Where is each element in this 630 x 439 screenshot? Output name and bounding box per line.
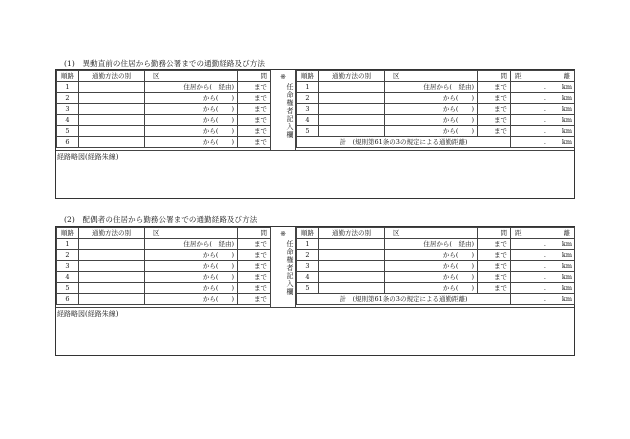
note-mark: ※	[280, 230, 286, 238]
method-cell[interactable]	[79, 126, 145, 137]
header-method: 通勤方法の別	[319, 71, 385, 82]
distance-cell[interactable]	[511, 115, 575, 126]
distance-unit: km	[561, 294, 572, 303]
row-no: 4	[297, 272, 319, 283]
header-section-left: 区	[145, 71, 238, 82]
to-cell: まで	[478, 93, 511, 104]
section-2-left-table	[56, 227, 271, 305]
row-no: 1	[297, 82, 319, 93]
to-cell: まで	[478, 272, 511, 283]
method-cell[interactable]	[79, 82, 145, 93]
row-no: 4	[57, 115, 79, 126]
row-no: 2	[57, 250, 79, 261]
header-section-left: 区	[385, 228, 478, 239]
from-cell[interactable]: 住居から( 経由)	[385, 239, 478, 250]
row-no: 5	[57, 283, 79, 294]
method-cell[interactable]	[79, 283, 145, 294]
total-distance-cell[interactable]	[511, 294, 575, 305]
table-row	[297, 261, 575, 272]
total-label: 計 (規則第61条の3の規定による通勤距離)	[297, 137, 511, 148]
method-cell[interactable]	[79, 115, 145, 126]
row-no: 3	[57, 261, 79, 272]
distance-dot: .	[543, 272, 546, 281]
total-distance-cell[interactable]	[511, 137, 575, 148]
table-row	[57, 104, 271, 115]
to-cell: まで	[238, 93, 271, 104]
header-distance-left: 距	[515, 71, 522, 80]
header-method: 通勤方法の別	[319, 228, 385, 239]
method-cell[interactable]	[319, 261, 385, 272]
distance-unit: km	[561, 261, 572, 270]
to-cell: まで	[478, 126, 511, 137]
distance-cell[interactable]	[511, 272, 575, 283]
header-distance-left: 距	[515, 228, 522, 237]
from-cell[interactable]: から( )	[385, 104, 478, 115]
row-no: 5	[57, 126, 79, 137]
distance-unit: km	[561, 93, 572, 102]
from-cell[interactable]: から( )	[145, 294, 238, 305]
distance-dot: .	[543, 239, 546, 248]
method-cell[interactable]	[79, 137, 145, 148]
route-sketch-area[interactable]	[56, 150, 574, 199]
table-row	[57, 137, 271, 148]
distance-unit: km	[561, 239, 572, 248]
distance-cell[interactable]	[511, 239, 575, 250]
left-header-row	[57, 71, 271, 82]
row-no: 2	[57, 93, 79, 104]
method-cell[interactable]	[79, 294, 145, 305]
distance-dot: .	[543, 283, 546, 292]
distance-cell[interactable]	[511, 104, 575, 115]
distance-dot: .	[543, 93, 546, 102]
distance-unit: km	[561, 283, 572, 292]
header-no: 順路	[57, 228, 79, 239]
to-cell: まで	[238, 104, 271, 115]
row-no: 6	[57, 137, 79, 148]
table-row	[57, 115, 271, 126]
row-no: 5	[297, 283, 319, 294]
to-cell: まで	[478, 261, 511, 272]
section-1-left-table	[56, 70, 271, 148]
to-cell: まで	[238, 137, 271, 148]
from-cell[interactable]: 住居から( 経由)	[385, 82, 478, 93]
distance-cell[interactable]	[511, 93, 575, 104]
route-sketch-area[interactable]	[56, 307, 574, 356]
table-row	[297, 104, 575, 115]
table-row	[57, 272, 271, 283]
distance-cell[interactable]	[511, 250, 575, 261]
row-no: 5	[297, 126, 319, 137]
from-cell[interactable]: 住居から( 経由)	[145, 239, 238, 250]
to-cell: まで	[478, 82, 511, 93]
note-mark: ※	[280, 73, 286, 81]
to-cell: まで	[478, 283, 511, 294]
distance-unit: km	[561, 104, 572, 113]
distance-unit: km	[561, 272, 572, 281]
table-row	[57, 261, 271, 272]
method-cell[interactable]	[79, 261, 145, 272]
row-no: 3	[297, 261, 319, 272]
method-cell[interactable]	[79, 93, 145, 104]
distance-unit: km	[561, 82, 572, 91]
row-no: 4	[297, 115, 319, 126]
section-2-grid	[56, 227, 574, 307]
from-cell[interactable]: から( )	[385, 93, 478, 104]
header-section-left: 区	[145, 228, 238, 239]
header-no: 順路	[297, 228, 319, 239]
method-cell[interactable]	[79, 239, 145, 250]
to-cell: まで	[238, 115, 271, 126]
distance-unit: km	[561, 250, 572, 259]
distance-dot: .	[543, 294, 546, 303]
table-row	[297, 82, 575, 93]
header-method: 通勤方法の別	[79, 71, 145, 82]
total-row	[297, 294, 575, 305]
from-cell[interactable]: から( )	[145, 137, 238, 148]
distance-cell[interactable]	[511, 126, 575, 137]
right-header-row	[297, 228, 575, 239]
section-1-right-table	[296, 70, 575, 148]
distance-dot: .	[543, 126, 546, 135]
row-no: 2	[297, 250, 319, 261]
right-header-row	[297, 71, 575, 82]
table-row	[297, 126, 575, 137]
method-cell[interactable]	[319, 283, 385, 294]
method-cell[interactable]	[319, 250, 385, 261]
header-distance-right: 離	[563, 71, 570, 80]
to-cell: まで	[238, 294, 271, 305]
header-no: 順路	[57, 71, 79, 82]
method-cell[interactable]	[79, 272, 145, 283]
from-cell[interactable]: から( )	[385, 272, 478, 283]
header-distance	[511, 228, 575, 239]
from-cell[interactable]: から( )	[145, 283, 238, 294]
to-cell: まで	[238, 126, 271, 137]
table-row	[297, 239, 575, 250]
distance-cell[interactable]	[511, 261, 575, 272]
method-cell[interactable]	[79, 250, 145, 261]
to-cell: まで	[478, 115, 511, 126]
method-cell[interactable]	[319, 104, 385, 115]
row-no: 4	[57, 272, 79, 283]
header-distance	[511, 71, 575, 82]
table-row	[57, 239, 271, 250]
section-1-form	[55, 69, 575, 199]
route-sketch-label: 経路略図(経路朱線)	[57, 310, 119, 318]
to-cell: まで	[478, 250, 511, 261]
distance-unit: km	[561, 126, 572, 135]
appointer-note-column	[270, 70, 296, 150]
to-cell: まで	[238, 82, 271, 93]
note-text: 任命権者記入欄	[286, 83, 294, 139]
table-row	[297, 272, 575, 283]
to-cell: まで	[238, 261, 271, 272]
row-no: 3	[57, 104, 79, 115]
header-method: 通勤方法の別	[79, 228, 145, 239]
distance-dot: .	[543, 104, 546, 113]
to-cell: まで	[238, 250, 271, 261]
note-text: 任命権者記入欄	[286, 240, 294, 296]
from-cell[interactable]: から( )	[145, 126, 238, 137]
from-cell[interactable]: から( )	[385, 250, 478, 261]
section-2-title: (2) 配偶者の住居から勤務公署までの通勤経路及び方法	[64, 215, 258, 224]
header-section-right: 間	[478, 228, 511, 239]
to-cell: まで	[238, 239, 271, 250]
row-no: 1	[57, 239, 79, 250]
table-row	[57, 93, 271, 104]
total-label: 計 (規則第61条の3の規定による通勤距離)	[297, 294, 511, 305]
from-cell[interactable]: から( )	[145, 104, 238, 115]
distance-cell[interactable]	[511, 82, 575, 93]
section-2-form	[55, 226, 575, 356]
method-cell[interactable]	[319, 126, 385, 137]
table-row	[57, 283, 271, 294]
from-cell[interactable]: から( )	[385, 115, 478, 126]
distance-dot: .	[543, 115, 546, 124]
section-1-title: (1) 異動直前の住居から勤務公署までの通勤経路及び方法	[64, 59, 265, 68]
row-no: 1	[297, 239, 319, 250]
row-no: 2	[297, 93, 319, 104]
table-row	[57, 82, 271, 93]
total-row	[297, 137, 575, 148]
table-row	[297, 115, 575, 126]
row-no: 6	[57, 294, 79, 305]
method-cell[interactable]	[319, 93, 385, 104]
distance-cell[interactable]	[511, 283, 575, 294]
distance-dot: .	[543, 250, 546, 259]
method-cell[interactable]	[319, 82, 385, 93]
distance-unit: km	[561, 137, 572, 146]
distance-unit: km	[561, 115, 572, 124]
to-cell: まで	[478, 104, 511, 115]
table-row	[297, 93, 575, 104]
from-cell[interactable]: から( )	[145, 261, 238, 272]
distance-dot: .	[543, 82, 546, 91]
header-section-right: 間	[478, 71, 511, 82]
appointer-note-column	[270, 227, 296, 307]
table-row	[297, 283, 575, 294]
table-row	[57, 250, 271, 261]
distance-dot: .	[543, 261, 546, 270]
from-cell[interactable]: から( )	[145, 250, 238, 261]
header-section-right: 間	[238, 71, 271, 82]
to-cell: まで	[238, 283, 271, 294]
from-cell[interactable]: から( )	[145, 272, 238, 283]
row-no: 1	[57, 82, 79, 93]
header-section-right: 間	[238, 228, 271, 239]
section-1-grid	[56, 70, 574, 150]
table-row	[57, 294, 271, 305]
header-no: 順路	[297, 71, 319, 82]
route-sketch-label: 経路略図(経路朱線)	[57, 153, 119, 161]
header-section-left: 区	[385, 71, 478, 82]
table-row	[297, 250, 575, 261]
method-cell[interactable]	[79, 104, 145, 115]
from-cell[interactable]: から( )	[385, 261, 478, 272]
method-cell[interactable]	[319, 115, 385, 126]
method-cell[interactable]	[319, 239, 385, 250]
section-2-right-table	[296, 227, 575, 305]
from-cell[interactable]: から( )	[145, 93, 238, 104]
from-cell[interactable]: から( )	[145, 115, 238, 126]
to-cell: まで	[478, 239, 511, 250]
from-cell[interactable]: 住居から( 経由)	[145, 82, 238, 93]
distance-dot: .	[543, 137, 546, 146]
from-cell[interactable]: から( )	[385, 283, 478, 294]
table-row	[57, 126, 271, 137]
method-cell[interactable]	[319, 272, 385, 283]
row-no: 3	[297, 104, 319, 115]
left-header-row	[57, 228, 271, 239]
to-cell: まで	[238, 272, 271, 283]
header-distance-right: 離	[563, 228, 570, 237]
from-cell[interactable]: から( )	[385, 126, 478, 137]
